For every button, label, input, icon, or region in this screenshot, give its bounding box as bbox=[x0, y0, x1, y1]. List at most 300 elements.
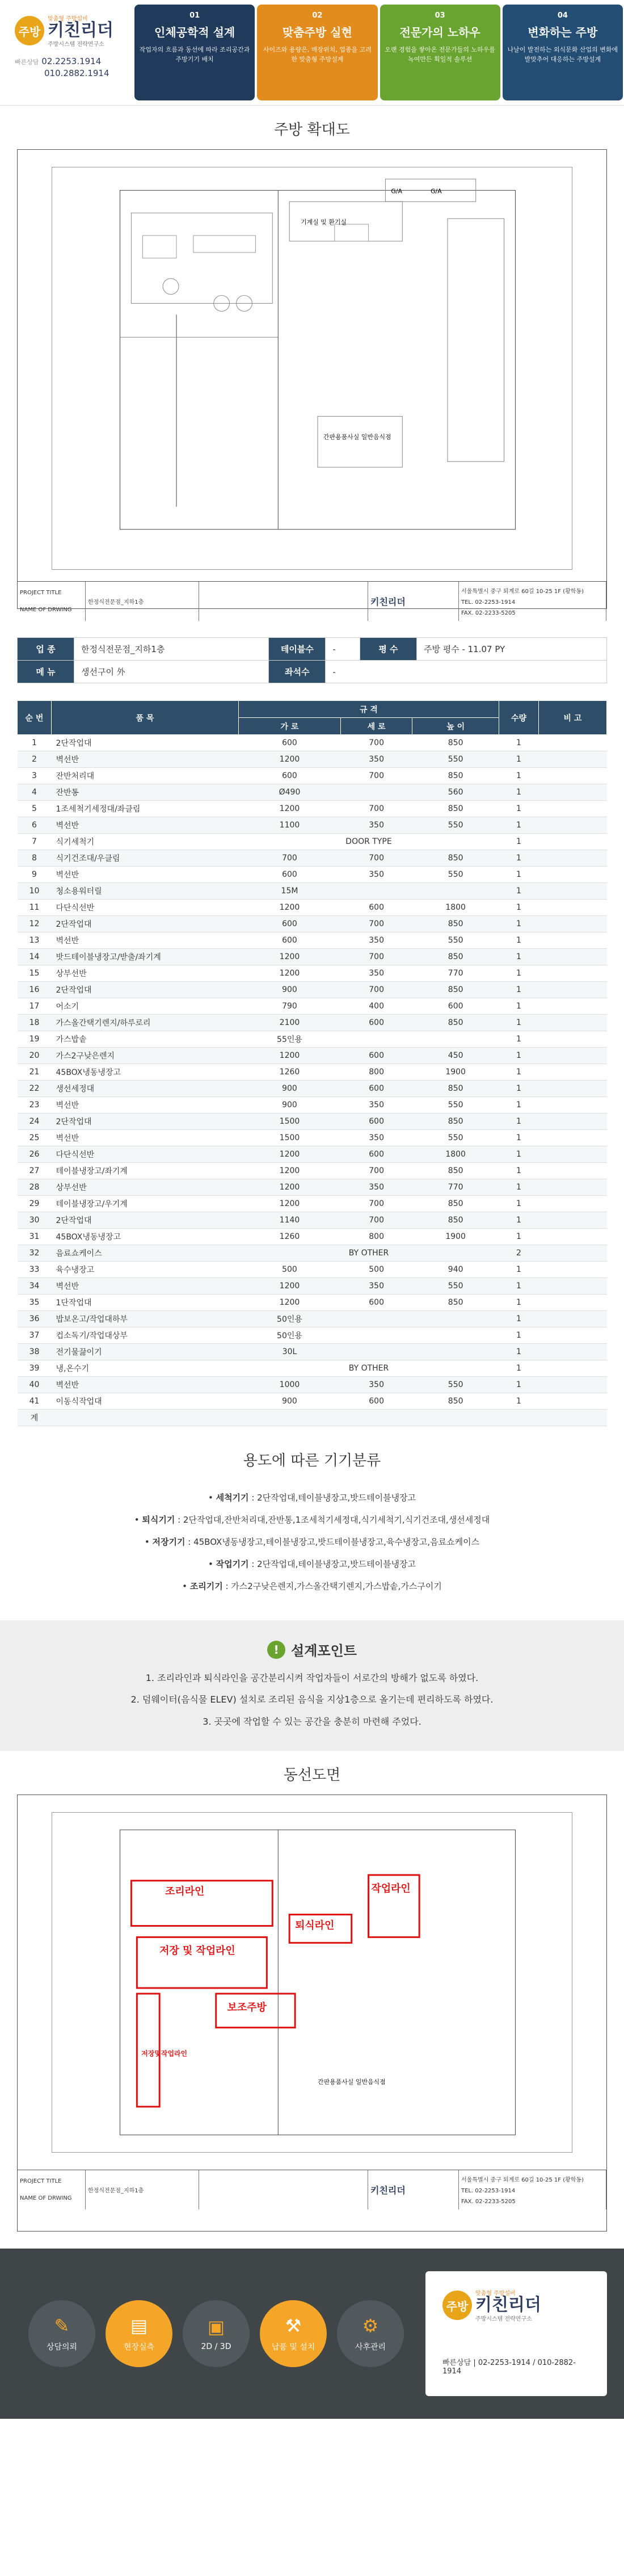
feature-title: 인체공학적 설계 bbox=[154, 26, 235, 39]
seats-value: - bbox=[326, 661, 607, 683]
cell-spec: 700 bbox=[340, 1163, 412, 1179]
cell-spec: 1100 bbox=[239, 817, 341, 834]
step-2-label: 현장실측 bbox=[123, 2343, 155, 2352]
table-row bbox=[18, 1081, 607, 1097]
cell-spec: 850 bbox=[412, 1081, 499, 1097]
cell-qty: 1 bbox=[499, 1048, 539, 1064]
flow-tb-fax: FAX. 02-2233-5205 bbox=[461, 2199, 516, 2205]
cell-no: 10 bbox=[18, 883, 52, 900]
cell-spec: 600 bbox=[412, 998, 499, 1015]
flow-work: 작업라인 bbox=[371, 1882, 411, 1895]
step-5-label: 사후관리 bbox=[355, 2343, 386, 2352]
feature-desc: 나날이 발전하는 외식문화 산업의 변화에 발맞추어 대응하는 주방설계 bbox=[507, 46, 618, 63]
design-points bbox=[0, 1620, 624, 1751]
cell-item: 식기건조대/우클림 bbox=[52, 850, 239, 867]
equipment-table bbox=[17, 700, 607, 1426]
cell-qty: 1 bbox=[499, 982, 539, 998]
cell-no: 3 bbox=[18, 768, 52, 784]
feature-desc: 오랜 경험을 쌓아온 전문가들의 노하우를 녹여만든 획일적 솔루션 bbox=[385, 46, 495, 63]
cell-qty: 1 bbox=[499, 1163, 539, 1179]
cell-spec: 1260 bbox=[239, 1229, 341, 1245]
cell-spec: 940 bbox=[412, 1262, 499, 1278]
cell-note bbox=[539, 1179, 607, 1196]
step-3-label: 2D / 3D bbox=[201, 2342, 231, 2351]
cell-note bbox=[539, 1360, 607, 1377]
cell-item: 잔반통 bbox=[52, 784, 239, 801]
design-point-2: 2. 덤웨이터(음식물 ELEV) 설치로 조리된 음식을 지상1층으로 올기는데 편리하도록 하였다. bbox=[130, 1694, 494, 1705]
table-row bbox=[18, 1113, 607, 1130]
cell-no: 35 bbox=[18, 1295, 52, 1311]
cell-qty: 1 bbox=[499, 1113, 539, 1130]
cell-no: 40 bbox=[18, 1377, 52, 1393]
cell-spec: 850 bbox=[412, 735, 499, 751]
cell-note bbox=[539, 965, 607, 982]
table-row bbox=[18, 883, 607, 900]
cell-note bbox=[539, 735, 607, 751]
cell-item: 2단작업대 bbox=[52, 735, 239, 751]
usage-value: 가스2구낮은렌지,가스올간택기렌지,가스밥솥,가스구이기 bbox=[231, 1581, 442, 1591]
cell-no: 8 bbox=[18, 850, 52, 867]
flow-pt-label: PROJECT TITLE bbox=[20, 2178, 62, 2184]
cell-no: 7 bbox=[18, 834, 52, 850]
cell-spec bbox=[340, 1410, 412, 1426]
flow-tb-address: 서울특별시 중구 퇴계로 60길 10-25 1F (황학동) bbox=[461, 2177, 584, 2183]
cell-note bbox=[539, 867, 607, 883]
cell-item: 컵소독기/작업대상부 bbox=[52, 1327, 239, 1344]
feature-num: 01 bbox=[189, 11, 200, 20]
cell-no: 29 bbox=[18, 1196, 52, 1212]
cell-note bbox=[539, 768, 607, 784]
table-row bbox=[18, 1196, 607, 1212]
cell-spec bbox=[412, 1344, 499, 1360]
cell-item: 벽선반 bbox=[52, 751, 239, 768]
cell-spec: 550 bbox=[412, 1377, 499, 1393]
cell-qty: 1 bbox=[499, 1196, 539, 1212]
flow-pt-value: 한정식전문점_지하1층 bbox=[88, 2188, 144, 2194]
floor-plan-svg bbox=[52, 167, 572, 569]
feature-num: 02 bbox=[312, 11, 323, 20]
cell-note bbox=[539, 1410, 607, 1426]
cell-qty: 1 bbox=[499, 817, 539, 834]
cell-qty: 1 bbox=[499, 932, 539, 949]
cell-qty: 1 bbox=[499, 883, 539, 900]
flow-retire: 퇴식라인 bbox=[295, 1919, 335, 1932]
cell-spec: 700 bbox=[340, 735, 412, 751]
cell-spec: 700 bbox=[340, 916, 412, 932]
table-row bbox=[18, 751, 607, 768]
cell-spec bbox=[340, 1327, 412, 1344]
cell-no: 33 bbox=[18, 1262, 52, 1278]
cell-spec: 850 bbox=[412, 916, 499, 932]
cell-qty: 1 bbox=[499, 1146, 539, 1163]
cell-spec: 850 bbox=[412, 1113, 499, 1130]
footer-step-1[interactable] bbox=[28, 2300, 95, 2367]
footer-logo-subtitle: 주방시스템 전략연구소 bbox=[475, 2316, 532, 2322]
flow-drawing bbox=[17, 1795, 607, 2232]
cell-note bbox=[539, 1163, 607, 1179]
cell-note bbox=[539, 916, 607, 932]
cell-item: 2단작업대 bbox=[52, 1212, 239, 1229]
gas-label-2: G/A bbox=[431, 187, 442, 195]
table-row bbox=[18, 949, 607, 965]
cell-no: 6 bbox=[18, 817, 52, 834]
cell-qty: 1 bbox=[499, 998, 539, 1015]
flow-title-block bbox=[18, 2170, 606, 2209]
table-row bbox=[18, 1327, 607, 1344]
cell-spec: 500 bbox=[340, 1262, 412, 1278]
table-row bbox=[18, 1410, 607, 1426]
th-depth: 세 로 bbox=[340, 718, 412, 735]
cell-note bbox=[539, 1146, 607, 1163]
cell-qty: 1 bbox=[499, 850, 539, 867]
cell-spec: 1140 bbox=[239, 1212, 341, 1229]
table-row bbox=[18, 1295, 607, 1311]
cell-spec: 850 bbox=[412, 850, 499, 867]
step-1-label: 상담의뢰 bbox=[46, 2343, 78, 2352]
cell-note bbox=[539, 850, 607, 867]
flow-cook: 조리라인 bbox=[165, 1885, 205, 1898]
table-row bbox=[18, 1262, 607, 1278]
cell-spec: 350 bbox=[340, 1377, 412, 1393]
area-value: 주방 평수 - 11.07 PY bbox=[416, 638, 606, 661]
cell-qty: 1 bbox=[499, 965, 539, 982]
cell-spec bbox=[412, 1031, 499, 1048]
usage-key: 조리기기 bbox=[189, 1581, 223, 1591]
cell-note bbox=[539, 949, 607, 965]
logo-badge: 주방 bbox=[15, 16, 44, 45]
cell-spec: 1200 bbox=[239, 1163, 341, 1179]
cell-qty: 1 bbox=[499, 900, 539, 916]
table-row bbox=[18, 1064, 607, 1081]
cell-qty: 1 bbox=[499, 1081, 539, 1097]
cell-no: 36 bbox=[18, 1311, 52, 1327]
footer-contact: 빠른상담 | 02-2253-1914 / 010-2882-1914 bbox=[442, 2359, 576, 2376]
cell-no: 28 bbox=[18, 1179, 52, 1196]
cell-spec: 700 bbox=[340, 1212, 412, 1229]
footer-logo-name: 키친리더 bbox=[475, 2295, 541, 2315]
cell-qty: 2 bbox=[499, 1245, 539, 1262]
cell-spec: 1000 bbox=[239, 1377, 341, 1393]
cell-qty: 1 bbox=[499, 1377, 539, 1393]
cell-spec: 55인용 bbox=[239, 1031, 341, 1048]
cell-spec: 350 bbox=[340, 932, 412, 949]
footer bbox=[0, 2249, 624, 2419]
usage-list bbox=[0, 1487, 624, 1598]
footer-brand bbox=[425, 2271, 607, 2396]
tb-tel: TEL. 02-2253-1914 bbox=[461, 599, 516, 606]
flow-nd-label: NAME OF DRWING bbox=[20, 2195, 72, 2202]
cell-note bbox=[539, 1064, 607, 1081]
cell-spec bbox=[412, 1410, 499, 1426]
cell-no: 25 bbox=[18, 1130, 52, 1146]
cell-item: 벽선반 bbox=[52, 1278, 239, 1295]
cell-spec bbox=[412, 1327, 499, 1344]
cell-note bbox=[539, 801, 607, 817]
cell-no: 12 bbox=[18, 916, 52, 932]
cell-spec: 850 bbox=[412, 1196, 499, 1212]
table-row bbox=[18, 817, 607, 834]
cell-spec: 790 bbox=[239, 998, 341, 1015]
usage-item: • 세척기기 : 2단작업대,테이블냉장고,밧드테이블냉장고 bbox=[208, 1493, 416, 1503]
cell-no: 34 bbox=[18, 1278, 52, 1295]
cell-spec: 850 bbox=[412, 982, 499, 998]
cell-item: 냉,온수기 bbox=[52, 1360, 239, 1377]
cell-spec: 600 bbox=[340, 1146, 412, 1163]
cell-no: 13 bbox=[18, 932, 52, 949]
cell-qty: 1 bbox=[499, 1360, 539, 1377]
cell-spec: 850 bbox=[412, 768, 499, 784]
cell-note bbox=[539, 998, 607, 1015]
cell-spec: 550 bbox=[412, 1130, 499, 1146]
tb-address: 서울특별시 중구 퇴계로 60길 10-25 1F (황학동) bbox=[461, 589, 584, 595]
usage-title: 용도에 따른 기기분류 bbox=[243, 1452, 381, 1469]
cell-spec: 350 bbox=[340, 965, 412, 982]
cell-spec bbox=[412, 1311, 499, 1327]
table-row bbox=[18, 1229, 607, 1245]
cell-spec: 700 bbox=[340, 1196, 412, 1212]
cell-item: 이동식작업대 bbox=[52, 1393, 239, 1410]
footer-step-4[interactable] bbox=[260, 2300, 327, 2367]
cell-spec: 1200 bbox=[239, 949, 341, 965]
tables-label: 테이블수 bbox=[269, 638, 326, 661]
cell-item: 벽선반 bbox=[52, 867, 239, 883]
cell-spec: 550 bbox=[412, 1097, 499, 1113]
usage-value: 2단작업대,테이블냉장고,밧드테이블냉장고 bbox=[257, 1559, 416, 1569]
table-row bbox=[18, 1179, 607, 1196]
cell-spec: 1200 bbox=[239, 1179, 341, 1196]
header bbox=[0, 0, 624, 106]
cell-qty bbox=[499, 1410, 539, 1426]
cell-spec: 350 bbox=[340, 867, 412, 883]
design-icon: ! bbox=[267, 1641, 285, 1659]
phone-2[interactable]: 010.2882.1914 bbox=[44, 68, 109, 78]
table-row bbox=[18, 932, 607, 949]
table-row bbox=[18, 998, 607, 1015]
cell-spec bbox=[239, 1410, 341, 1426]
cell-no: 32 bbox=[18, 1245, 52, 1262]
cell-spec: 30L bbox=[239, 1344, 341, 1360]
title-block bbox=[18, 581, 606, 621]
cell-qty: 1 bbox=[499, 1097, 539, 1113]
usage-item: • 퇴식기기 : 2단작업대,잔반처리대,잔반통,1조세척기세정대,식기세척기,식기건조대,생선세정대 bbox=[134, 1515, 490, 1525]
table-row bbox=[18, 1311, 607, 1327]
cell-no: 2 bbox=[18, 751, 52, 768]
cell-item: 테이블냉장고/좌기계 bbox=[52, 1163, 239, 1179]
cell-item: 2단작업대 bbox=[52, 916, 239, 932]
cell-no: 38 bbox=[18, 1344, 52, 1360]
cell-item: 45BOX냉동냉장고 bbox=[52, 1229, 239, 1245]
cell-spec: 850 bbox=[412, 1212, 499, 1229]
cell-note bbox=[539, 1377, 607, 1393]
cell-no: 39 bbox=[18, 1360, 52, 1377]
cell-spec: 700 bbox=[340, 801, 412, 817]
cell-no: 27 bbox=[18, 1163, 52, 1179]
th-qty: 수량 bbox=[499, 701, 539, 735]
feature-title: 변화하는 주방 bbox=[528, 26, 598, 39]
cell-spec: 800 bbox=[340, 1064, 412, 1081]
usage-value: 45BOX냉동냉장고,테이블냉장고,밧드테이블냉장고,육수냉장고,음료쇼케이스 bbox=[193, 1537, 480, 1547]
cell-no: 22 bbox=[18, 1081, 52, 1097]
cell-no: 16 bbox=[18, 982, 52, 998]
table-row bbox=[18, 1360, 607, 1377]
table-row bbox=[18, 1344, 607, 1360]
cell-spec bbox=[340, 784, 412, 801]
design-point-3: 3. 곳곳에 작업할 수 있는 공간을 충분히 마련해 주었다. bbox=[203, 1716, 421, 1727]
cell-spec: 550 bbox=[412, 817, 499, 834]
cell-note bbox=[539, 817, 607, 834]
cell-qty: 1 bbox=[499, 1278, 539, 1295]
cell-note bbox=[539, 1113, 607, 1130]
logo[interactable] bbox=[15, 14, 133, 48]
cell-spec: 850 bbox=[412, 949, 499, 965]
table-row bbox=[18, 1015, 607, 1031]
cell-qty: 1 bbox=[499, 1212, 539, 1229]
cell-note bbox=[539, 982, 607, 998]
floor-plan bbox=[52, 167, 572, 570]
cell-qty: 1 bbox=[499, 1344, 539, 1360]
cell-item: 청소용워터릴 bbox=[52, 883, 239, 900]
table-row bbox=[18, 834, 607, 850]
cell-spec: 770 bbox=[412, 965, 499, 982]
cell-no: 23 bbox=[18, 1097, 52, 1113]
table-row bbox=[18, 850, 607, 867]
cell-spec: 600 bbox=[239, 768, 341, 784]
tb-fax: FAX. 02-2233-5205 bbox=[461, 610, 516, 616]
cell-spec: 600 bbox=[340, 1081, 412, 1097]
table-row bbox=[18, 965, 607, 982]
design-2d3d-icon: ▣ bbox=[207, 2316, 225, 2338]
cell-qty: 1 bbox=[499, 1015, 539, 1031]
cell-item: 식기세척기 bbox=[52, 834, 239, 850]
cell-spec: 850 bbox=[412, 801, 499, 817]
table-row bbox=[18, 1245, 607, 1262]
th-item: 품 목 bbox=[52, 701, 239, 735]
cell-note bbox=[539, 1130, 607, 1146]
cell-spec: 800 bbox=[340, 1229, 412, 1245]
cell-note bbox=[539, 900, 607, 916]
cell-qty: 1 bbox=[499, 768, 539, 784]
cell-qty: 1 bbox=[499, 1295, 539, 1311]
cell-spec: 700 bbox=[340, 768, 412, 784]
store-label: 간판용품사실 일반음식점 bbox=[323, 433, 391, 441]
cell-spec: 600 bbox=[239, 867, 341, 883]
cell-note bbox=[539, 834, 607, 850]
th-height: 높 이 bbox=[412, 718, 499, 735]
cell-item: 벽선반 bbox=[52, 932, 239, 949]
flow-tb-tel: TEL. 02-2253-1914 bbox=[461, 2188, 516, 2194]
cell-spec bbox=[340, 1031, 412, 1048]
cell-spec: 600 bbox=[340, 1048, 412, 1064]
cell-spec: 1200 bbox=[239, 801, 341, 817]
cell-spec bbox=[340, 883, 412, 900]
cell-item: 벽선반 bbox=[52, 1377, 239, 1393]
install-icon: ⚒ bbox=[285, 2315, 302, 2337]
flow-plan-svg bbox=[52, 1813, 572, 2152]
flow-sub: 보조주방 bbox=[227, 2001, 267, 2014]
cell-qty: 1 bbox=[499, 949, 539, 965]
table-row bbox=[18, 1031, 607, 1048]
logo-name: 키친리더 bbox=[48, 20, 113, 40]
cell-qty: 1 bbox=[499, 916, 539, 932]
cell-spec: 700 bbox=[340, 850, 412, 867]
machine-room-label: 기계실 및 환기실 bbox=[301, 218, 347, 226]
cell-spec: 600 bbox=[239, 735, 341, 751]
cell-no: 31 bbox=[18, 1229, 52, 1245]
cell-item: 1단작업대 bbox=[52, 1295, 239, 1311]
usage-key: 저장기기 bbox=[152, 1537, 185, 1547]
table-row bbox=[18, 1163, 607, 1179]
table-row bbox=[18, 1377, 607, 1393]
cell-spec bbox=[412, 883, 499, 900]
flow-title: 동선도면 bbox=[283, 1767, 341, 1784]
footer-step-5[interactable] bbox=[337, 2300, 404, 2367]
table-row bbox=[18, 1130, 607, 1146]
cell-spec: Ø490 bbox=[239, 784, 341, 801]
cell-spec: 1200 bbox=[239, 1196, 341, 1212]
table-row bbox=[18, 982, 607, 998]
feature-desc: 작업자의 흐름과 동선에 따라 조리공간과 주방기기 배치 bbox=[139, 46, 250, 63]
cell-spec: 600 bbox=[239, 932, 341, 949]
feature-box-2 bbox=[257, 5, 377, 100]
cell-qty: 1 bbox=[499, 1229, 539, 1245]
feature-num: 03 bbox=[435, 11, 445, 20]
cell-note bbox=[539, 1278, 607, 1295]
pt-label: PROJECT TITLE bbox=[20, 589, 62, 596]
tb-company: 키친리더 bbox=[368, 582, 459, 621]
cell-no: 15 bbox=[18, 965, 52, 982]
tables-value: - bbox=[326, 638, 360, 661]
table-row bbox=[18, 1212, 607, 1229]
usage-key: 작업기기 bbox=[216, 1559, 249, 1569]
cell-note bbox=[539, 1295, 607, 1311]
cell-item: 어소기 bbox=[52, 998, 239, 1015]
cell-item: 벽선반 bbox=[52, 1097, 239, 1113]
contact-info bbox=[15, 56, 133, 79]
cell-spec: 450 bbox=[412, 1048, 499, 1064]
cell-spec: 1200 bbox=[239, 1146, 341, 1163]
nd-label: NAME OF DRWING bbox=[20, 607, 72, 613]
cell-item: 가스밥솥 bbox=[52, 1031, 239, 1048]
cell-note bbox=[539, 932, 607, 949]
th-width: 가 로 bbox=[239, 718, 341, 735]
cell-no: 30 bbox=[18, 1212, 52, 1229]
cell-qty: 1 bbox=[499, 1311, 539, 1327]
table-row bbox=[18, 1097, 607, 1113]
footer-step-3[interactable] bbox=[183, 2300, 250, 2367]
cell-item: 잔반처리대 bbox=[52, 768, 239, 784]
cell-spec bbox=[340, 1311, 412, 1327]
cell-spec: 50인용 bbox=[239, 1311, 341, 1327]
menu-label: 메 뉴 bbox=[18, 661, 74, 683]
cell-no: 26 bbox=[18, 1146, 52, 1163]
cell-note bbox=[539, 784, 607, 801]
feature-desc: 사이즈와 용량은, 매장위치, 업종을 고려한 맞춤형 주방설계 bbox=[263, 46, 372, 63]
cell-spec: 1800 bbox=[412, 900, 499, 916]
footer-step-2[interactable] bbox=[106, 2300, 172, 2367]
cell-spec: 350 bbox=[340, 817, 412, 834]
table-row bbox=[18, 1146, 607, 1163]
cell-qty: 1 bbox=[499, 751, 539, 768]
phone-1[interactable]: 02.2253.1914 bbox=[41, 56, 102, 66]
cell-spec: 350 bbox=[340, 1179, 412, 1196]
cell-qty: 1 bbox=[499, 735, 539, 751]
feature-num: 04 bbox=[557, 11, 568, 20]
cell-spec: 600 bbox=[340, 900, 412, 916]
cell-qty: 1 bbox=[499, 1064, 539, 1081]
cell-qty: 1 bbox=[499, 1031, 539, 1048]
table-row bbox=[18, 900, 607, 916]
cell-note bbox=[539, 1031, 607, 1048]
